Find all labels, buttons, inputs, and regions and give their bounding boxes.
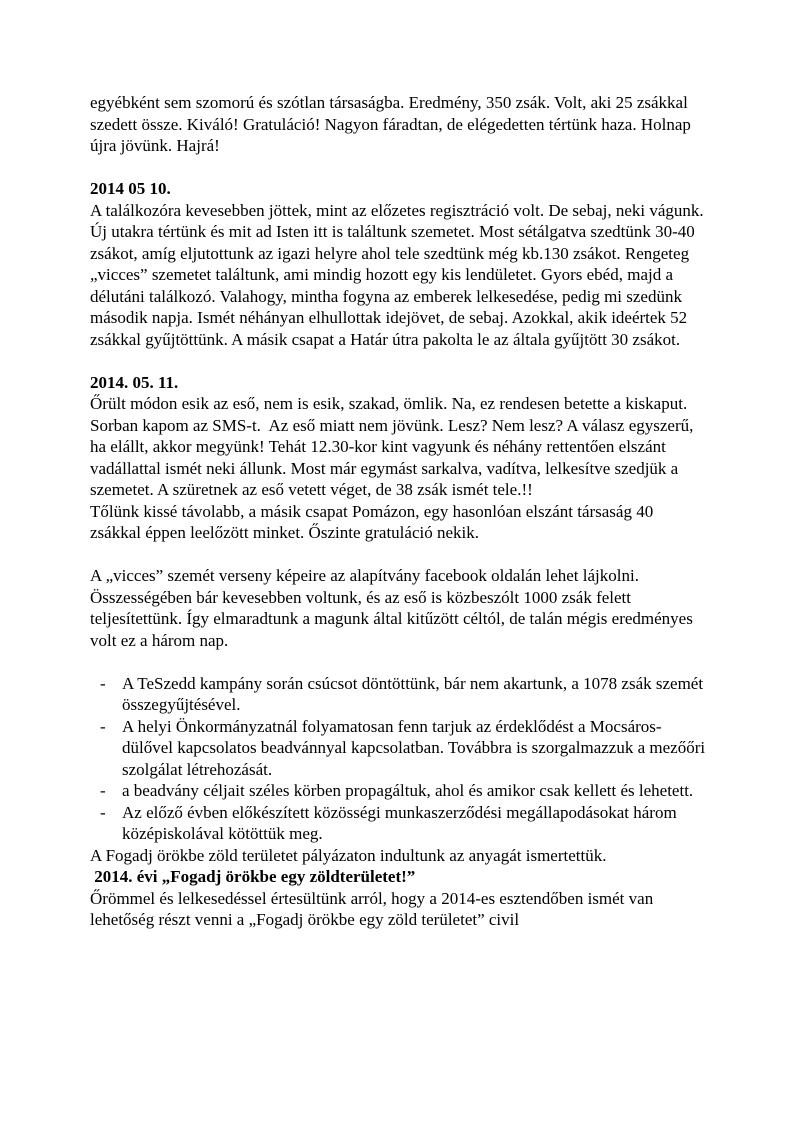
paragraph: Őrömmel és lelkesedéssel értesültünk arról, hogy a 2014-es esztendőben ismét van lehetőség részt venni a „Fogadj örökbe egy zöld területet” civil xyxy=(90,888,658,929)
list-item-text: Az előző évben előkészített közösségi munkaszerződési megállapodásokat három középiskolával kötöttük meg. xyxy=(122,802,681,843)
paragraph: Tőlünk kissé távolabb, a másik csapat Pomázon, egy hasonlóan elszánt társaság 40 zsákkal éppen leelőzött minket. Őszinte gratuláció nekik. xyxy=(90,501,658,542)
blank-line xyxy=(90,651,706,673)
paragraph: Őrült módon esik az eső, nem is esik, szakad, ömlik. Na, ez rendesen betette a kiskaput. Sorban kapom az SMS-t. Az eső miatt nem jövünk. Lesz? Nem lesz? A válasz egyszerű, ha elállt, akkor megyünk! Tehát 12.30-kor kint vagyunk és néhány rettentően elszánt vadállattal ismét neki állunk. Most már egymást sarkalva, vadítva, lelkesítve szedjük a szemetet. A szüretnek az eső vetett véget, de 38 zsák ismét tele.!! xyxy=(90,394,698,499)
list-item xyxy=(90,802,706,845)
bullet-dash-icon: - xyxy=(100,716,106,736)
document-body xyxy=(90,92,710,931)
list-item xyxy=(90,673,706,716)
paragraph: A Fogadj örökbe zöld területet pályázaton indultunk az anyagát ismertettük. xyxy=(90,845,607,865)
blank-line xyxy=(90,157,706,179)
paragraph: A találkozóra kevesebben jöttek, mint az előzetes regisztráció volt. De sebaj, neki vágunk. Új utakra tértünk és mit ad Isten itt is találtunk szemetet. Most sétálgatva szedtünk 30-40 zsákot, amíg eljutottunk az igazi helyre ahol tele szedtünk még kb.130 zsákot. Rengeteg „vicces” szemetet találtunk, ami mindig hozott egy kis lendületet. Gyors ebéd, majd a délutáni találkozó. Valahogy, mintha fogyna az emberek lelkesedése, pedig mi szedünk második napja. Ismét néhányan elhullottak idejövet, de sebaj. Azokkal, akik ideértek 52 zsákkal gyűjtöttünk. A másik csapat a Határ útra pakolta le az általa gyűjtött 30 zsákot. xyxy=(90,200,708,349)
paragraph: A „vicces” szemét verseny képeire az alapítvány facebook oldalán lehet lájkolni. Összességében bár kevesebben voltunk, és az eső is közbeszólt 1000 zsák felett teljesítettünk. Így elmaradtunk a magunk által kitűzött céltól, de talán mégis eredményes volt ez a három nap. xyxy=(90,566,698,650)
list-item-text: A TeSzedd kampány során csúcsot döntöttünk, bár nem akartunk, a 1078 zsák szemét összegyűjtésével. xyxy=(122,673,708,714)
date-heading: 2014. 05. 11. xyxy=(90,372,179,392)
list-item xyxy=(90,716,710,781)
list-item xyxy=(90,780,706,802)
bullet-dash-icon: - xyxy=(100,802,106,822)
date-heading: 2014 05 10. xyxy=(90,179,171,198)
paragraph: egyébként sem szomorú és szótlan társaságba. Eredmény, 350 zsák. Volt, aki 25 zsákkal szedett össze. Kiváló! Gratuláció! Nagyon fáradtan, de elégedetten tértünk haza. Holnap újra jövünk. Hajrá! xyxy=(90,93,696,155)
document-page xyxy=(90,92,710,931)
blank-line xyxy=(90,544,706,566)
bullet-list xyxy=(90,673,710,845)
blank-line xyxy=(90,350,706,372)
list-item-text: A helyi Önkormányzatnál folyamatosan fenn tarjuk az érdeklődést a Mocsáros-dülővel kapcsolatos beadvánnyal kapcsolatban. Továbbra is szorgalmazzuk a mezőőri szolgálat létrehozását. xyxy=(122,716,710,779)
date-heading: 2014. évi „Fogadj örökbe egy zöldterületet!” xyxy=(90,867,416,886)
list-item-text: a beadvány céljait széles körben propagáltuk, ahol és amikor csak kellett és lehetett. xyxy=(122,781,694,800)
bullet-dash-icon: - xyxy=(100,781,106,800)
bullet-dash-icon: - xyxy=(100,673,106,693)
